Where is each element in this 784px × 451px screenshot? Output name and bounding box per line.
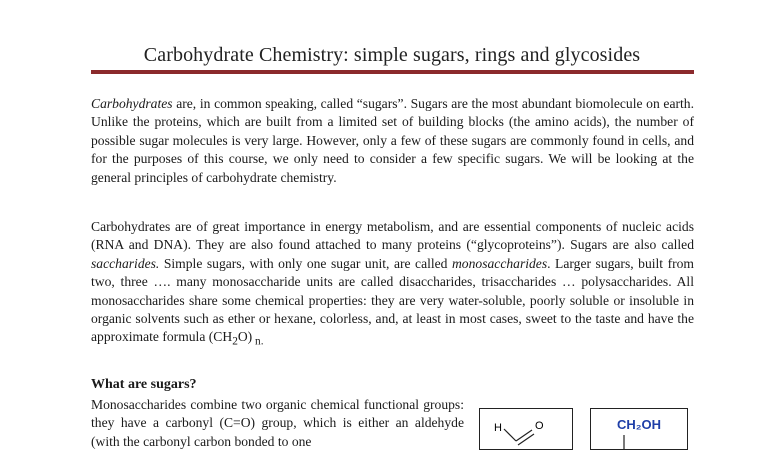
term-saccharides: saccharides.: [91, 255, 160, 271]
ch2oh-label: CH₂OH: [616, 417, 662, 432]
atom-h-label: H: [494, 422, 502, 434]
page-title: Carbohydrate Chemistry: simple sugars, rings and glycosides: [143, 44, 641, 66]
c-o-double-bond: [518, 434, 534, 445]
section-heading: What are sugars?: [91, 377, 197, 392]
intro-text: are, in common speaking, called “sugars”. Sugars are the most abundant biomolecule on earth. Unlike the proteins, which are built from a limited set of building blocks (the amino acids), the number of possible sugar molecules is very large. However, only a few of these sugars are commonly found in cells, and for the purposes of this course, we only need to consider a few specific sugars. We will be looking at the general principles of carbohydrate chemistry.: [91, 96, 694, 185]
term-carbohydrates: Carbohydrates: [91, 96, 173, 111]
intro-paragraph: [91, 95, 694, 187]
aldehyde-structure-figure: [479, 408, 573, 450]
formula-subscript-n: n.: [252, 336, 264, 349]
p2-text-4: O): [237, 329, 253, 345]
formula-subscript-2: 2: [232, 336, 238, 349]
p2-text-1: Carbohydrates are of great importance in energy metabolism, and are essential components of nucleic acids (RNA and DNA). They are also found attached to many proteins (“glycoproteins”). Sugars are also called: [91, 219, 694, 253]
sugars-paragraph: Monosaccharides combine two organic chemical functional groups: they have a carbonyl (C=O) group, which is either an aldehyde (with the carbonyl carbon bonded to one: [91, 397, 464, 449]
atom-o-label: O: [535, 420, 544, 432]
ketose-structure-figure: [590, 408, 688, 450]
title-rule: [91, 70, 694, 74]
importance-paragraph: [91, 218, 694, 352]
c-h-bond: [504, 429, 516, 441]
ketose-bond-drawing: [591, 409, 687, 449]
aldehyde-structure-drawing: [480, 409, 572, 449]
term-monosaccharides: monosaccharides: [451, 255, 548, 271]
p2-text-3: . Larger sugars, built from two, three …. many monosaccharide units are called disaccharides, trisaccharides … polysaccharides. All monosaccharides share some chemical properties: they are very water-soluble, poorly soluble or insoluble in organic solvents such as ether or hexane, colorless, and, at least in most cases, sweet to the taste and have the approximate formula (CH: [91, 255, 694, 345]
p2-text-2: Simple sugars, with only one sugar unit, are called: [159, 255, 452, 271]
c-o-bond: [516, 430, 532, 441]
